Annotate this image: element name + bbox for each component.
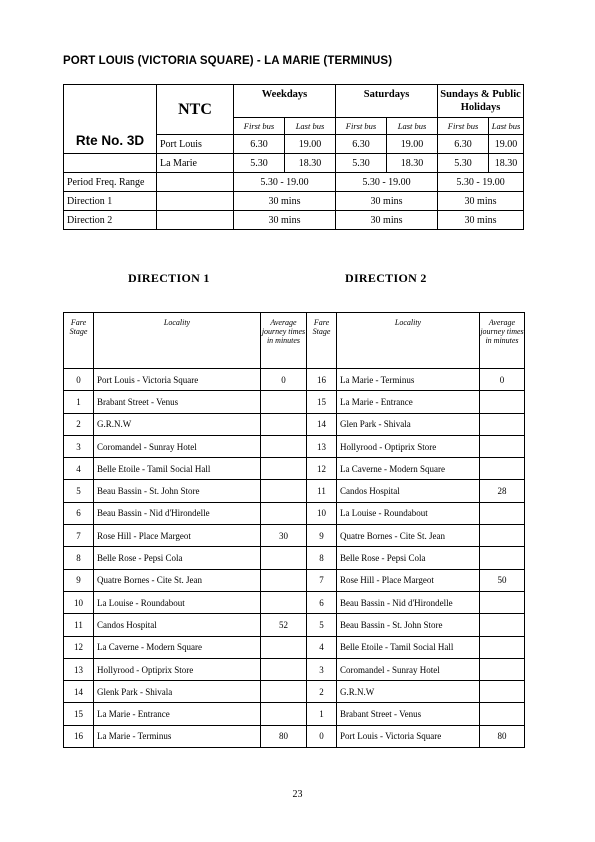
fare-stage-cell: 12 bbox=[64, 636, 94, 658]
locality-header: Locality bbox=[337, 313, 480, 369]
locality-cell: Hollyrood - Optiprix Store bbox=[337, 435, 480, 457]
fare-stage-cell: 6 bbox=[307, 591, 337, 613]
locality-cell: Coromandel - Sunray Hotel bbox=[94, 435, 261, 457]
locality-cell: Beau Bassin - Nid d'Hirondelle bbox=[94, 502, 261, 524]
journey-time-cell bbox=[480, 525, 525, 547]
table-row bbox=[64, 636, 525, 658]
first-bus-header: First bus bbox=[234, 118, 285, 135]
locality-cell: La Marie - Terminus bbox=[94, 725, 261, 747]
locality-cell: Port Louis - Victoria Square bbox=[337, 725, 480, 747]
table-row bbox=[64, 480, 525, 502]
journey-time-cell bbox=[261, 591, 307, 613]
journey-time-cell: 80 bbox=[261, 725, 307, 747]
fare-stage-cell: 15 bbox=[307, 391, 337, 413]
journey-time-cell bbox=[261, 547, 307, 569]
table-row bbox=[64, 525, 525, 547]
frequency-value: 30 mins bbox=[234, 211, 336, 230]
locality-cell: Brabant Street - Venus bbox=[94, 391, 261, 413]
last-bus-header: Last bus bbox=[285, 118, 336, 135]
fare-stage-cell: 1 bbox=[64, 391, 94, 413]
time-cell: 19.00 bbox=[489, 135, 524, 154]
journey-time-cell bbox=[480, 703, 525, 725]
table-row bbox=[64, 658, 525, 680]
first-bus-header: First bus bbox=[438, 118, 489, 135]
fare-stage-cell: 13 bbox=[307, 435, 337, 457]
journey-time-cell bbox=[480, 413, 525, 435]
locality-cell: Rose Hill - Place Margeot bbox=[94, 525, 261, 547]
time-cell: 18.30 bbox=[285, 154, 336, 173]
locality-cell: La Caverne - Modern Square bbox=[94, 636, 261, 658]
fare-stage-cell: 9 bbox=[64, 569, 94, 591]
empty-cell bbox=[157, 192, 234, 211]
fare-stage-cell: 0 bbox=[307, 725, 337, 747]
table-row bbox=[64, 681, 525, 703]
locality-cell: G.R.N.W bbox=[337, 681, 480, 703]
empty-cell bbox=[64, 154, 157, 173]
frequency-value: 30 mins bbox=[336, 211, 438, 230]
time-cell: 6.30 bbox=[336, 135, 387, 154]
journey-time-cell bbox=[480, 435, 525, 457]
locality-cell: Beau Bassin - St. John Store bbox=[94, 480, 261, 502]
fare-stage-cell: 2 bbox=[64, 413, 94, 435]
fare-stage-cell: 9 bbox=[307, 525, 337, 547]
table-row bbox=[64, 703, 525, 725]
locality-cell: Candos Hospital bbox=[337, 480, 480, 502]
fare-stage-table bbox=[63, 312, 525, 748]
first-bus-header: First bus bbox=[336, 118, 387, 135]
journey-time-cell bbox=[480, 391, 525, 413]
locality-cell: Belle Etoile - Tamil Social Hall bbox=[337, 636, 480, 658]
fare-stage-cell: 12 bbox=[307, 458, 337, 480]
locality-header: Locality bbox=[94, 313, 261, 369]
direction-2-label: Direction 2 bbox=[64, 211, 157, 230]
journey-time-cell: 50 bbox=[480, 569, 525, 591]
table-row bbox=[64, 569, 525, 591]
time-cell: 6.30 bbox=[438, 135, 489, 154]
journey-time-cell bbox=[261, 391, 307, 413]
fare-stage-cell: 7 bbox=[64, 525, 94, 547]
frequency-value: 30 mins bbox=[234, 192, 336, 211]
freq-range-value: 5.30 - 19.00 bbox=[234, 173, 336, 192]
period-saturdays: Saturdays bbox=[336, 85, 438, 118]
locality-cell: Beau Bassin - St. John Store bbox=[337, 614, 480, 636]
locality-cell: Quatre Bornes - Cite St. Jean bbox=[337, 525, 480, 547]
journey-time-cell bbox=[480, 502, 525, 524]
fare-stage-cell: 8 bbox=[64, 547, 94, 569]
table-row bbox=[64, 614, 525, 636]
locality-cell: G.R.N.W bbox=[94, 413, 261, 435]
journey-time-cell: 30 bbox=[261, 525, 307, 547]
terminus-label: La Marie bbox=[157, 154, 234, 173]
empty-cell bbox=[157, 211, 234, 230]
table-row bbox=[64, 458, 525, 480]
route-number: Rte No. 3D bbox=[64, 85, 157, 154]
fare-stage-cell: 13 bbox=[64, 658, 94, 680]
journey-time-cell bbox=[261, 658, 307, 680]
fare-stage-cell: 3 bbox=[307, 658, 337, 680]
last-bus-header: Last bus bbox=[489, 118, 524, 135]
journey-time-cell bbox=[261, 413, 307, 435]
frequency-value: 30 mins bbox=[438, 211, 524, 230]
frequency-value: 30 mins bbox=[336, 192, 438, 211]
journey-time-cell bbox=[480, 547, 525, 569]
journey-time-cell bbox=[261, 480, 307, 502]
journey-time-cell bbox=[480, 658, 525, 680]
fare-stage-cell: 15 bbox=[64, 703, 94, 725]
time-cell: 18.30 bbox=[489, 154, 524, 173]
table-row bbox=[64, 502, 525, 524]
table-row bbox=[64, 369, 525, 391]
journey-time-cell bbox=[480, 681, 525, 703]
journey-time-cell: 52 bbox=[261, 614, 307, 636]
locality-cell: Brabant Street - Venus bbox=[337, 703, 480, 725]
locality-cell: Rose Hill - Place Margeot bbox=[337, 569, 480, 591]
journey-time-cell bbox=[261, 636, 307, 658]
journey-time-cell bbox=[480, 636, 525, 658]
operator-name: NTC bbox=[157, 85, 234, 135]
fare-stage-cell: 5 bbox=[307, 614, 337, 636]
terminus-label: Port Louis bbox=[157, 135, 234, 154]
avg-time-header: Average journey times in minutes bbox=[261, 313, 307, 369]
direction-1-label: Direction 1 bbox=[64, 192, 157, 211]
locality-cell: Glen Park - Shivala bbox=[337, 413, 480, 435]
time-cell: 5.30 bbox=[438, 154, 489, 173]
time-cell: 18.30 bbox=[387, 154, 438, 173]
locality-cell: La Marie - Entrance bbox=[94, 703, 261, 725]
locality-cell: Port Louis - Victoria Square bbox=[94, 369, 261, 391]
journey-time-cell: 28 bbox=[480, 480, 525, 502]
direction-2-title: DIRECTION 2 bbox=[345, 271, 427, 285]
avg-time-header: Average journey times in minutes bbox=[480, 313, 525, 369]
fare-stage-cell: 14 bbox=[307, 413, 337, 435]
fare-stage-cell: 11 bbox=[64, 614, 94, 636]
fare-stage-cell: 7 bbox=[307, 569, 337, 591]
journey-time-cell bbox=[261, 458, 307, 480]
fare-stage-cell: 10 bbox=[64, 591, 94, 613]
journey-time-cell: 80 bbox=[480, 725, 525, 747]
time-cell: 6.30 bbox=[234, 135, 285, 154]
time-cell: 19.00 bbox=[387, 135, 438, 154]
last-bus-header: Last bus bbox=[387, 118, 438, 135]
locality-cell: Coromandel - Sunray Hotel bbox=[337, 658, 480, 680]
journey-time-cell bbox=[261, 502, 307, 524]
journey-time-cell bbox=[480, 458, 525, 480]
empty-cell bbox=[157, 173, 234, 192]
locality-cell: La Marie - Entrance bbox=[337, 391, 480, 413]
locality-cell: Beau Bassin - Nid d'Hirondelle bbox=[337, 591, 480, 613]
table-row bbox=[64, 547, 525, 569]
fare-stage-cell: 10 bbox=[307, 502, 337, 524]
time-cell: 5.30 bbox=[336, 154, 387, 173]
fare-stage-cell: 8 bbox=[307, 547, 337, 569]
journey-time-cell: 0 bbox=[480, 369, 525, 391]
fare-stage-cell: 16 bbox=[64, 725, 94, 747]
table-row bbox=[64, 725, 525, 747]
table-row bbox=[64, 591, 525, 613]
page-number: 23 bbox=[292, 789, 303, 800]
frequency-value: 30 mins bbox=[438, 192, 524, 211]
locality-cell: Candos Hospital bbox=[94, 614, 261, 636]
locality-cell: La Caverne - Modern Square bbox=[337, 458, 480, 480]
freq-range-label: Period Freq. Range bbox=[64, 173, 157, 192]
fare-stage-cell: 14 bbox=[64, 681, 94, 703]
freq-range-value: 5.30 - 19.00 bbox=[336, 173, 438, 192]
locality-cell: Belle Etoile - Tamil Social Hall bbox=[94, 458, 261, 480]
locality-cell: Belle Rose - Pepsi Cola bbox=[337, 547, 480, 569]
timetable bbox=[63, 84, 524, 230]
fare-stage-cell: 16 bbox=[307, 369, 337, 391]
fare-stage-cell: 0 bbox=[64, 369, 94, 391]
fare-stage-header: Fare Stage bbox=[307, 313, 337, 369]
fare-stage-cell: 4 bbox=[307, 636, 337, 658]
fare-stage-cell: 3 bbox=[64, 435, 94, 457]
locality-cell: La Louise - Roundabout bbox=[94, 591, 261, 613]
fare-stage-cell: 5 bbox=[64, 480, 94, 502]
freq-range-value: 5.30 - 19.00 bbox=[438, 173, 524, 192]
locality-cell: La Louise - Roundabout bbox=[337, 502, 480, 524]
fare-stage-cell: 2 bbox=[307, 681, 337, 703]
table-row bbox=[64, 413, 525, 435]
journey-time-cell bbox=[261, 569, 307, 591]
journey-time-cell bbox=[480, 614, 525, 636]
fare-stage-cell: 4 bbox=[64, 458, 94, 480]
locality-cell: Belle Rose - Pepsi Cola bbox=[94, 547, 261, 569]
fare-stage-cell: 11 bbox=[307, 480, 337, 502]
journey-time-cell bbox=[261, 435, 307, 457]
fare-stage-header: Fare Stage bbox=[64, 313, 94, 369]
journey-time-cell bbox=[261, 681, 307, 703]
period-sundays-holidays: Sundays & Public Holidays bbox=[438, 85, 524, 118]
locality-cell: Glenk Park - Shivala bbox=[94, 681, 261, 703]
fare-stage-cell: 1 bbox=[307, 703, 337, 725]
table-row bbox=[64, 435, 525, 457]
journey-time-cell: 0 bbox=[261, 369, 307, 391]
journey-time-cell bbox=[480, 591, 525, 613]
direction-1-title: DIRECTION 1 bbox=[128, 271, 210, 285]
period-weekdays: Weekdays bbox=[234, 85, 336, 118]
journey-time-cell bbox=[261, 703, 307, 725]
time-cell: 5.30 bbox=[234, 154, 285, 173]
fare-stage-cell: 6 bbox=[64, 502, 94, 524]
page-title: PORT LOUIS (VICTORIA SQUARE) - LA MARIE (TERMINUS) bbox=[63, 55, 393, 67]
locality-cell: Quatre Bornes - Cite St. Jean bbox=[94, 569, 261, 591]
time-cell: 19.00 bbox=[285, 135, 336, 154]
table-row bbox=[64, 391, 525, 413]
locality-cell: La Marie - Terminus bbox=[337, 369, 480, 391]
locality-cell: Hollyrood - Optiprix Store bbox=[94, 658, 261, 680]
